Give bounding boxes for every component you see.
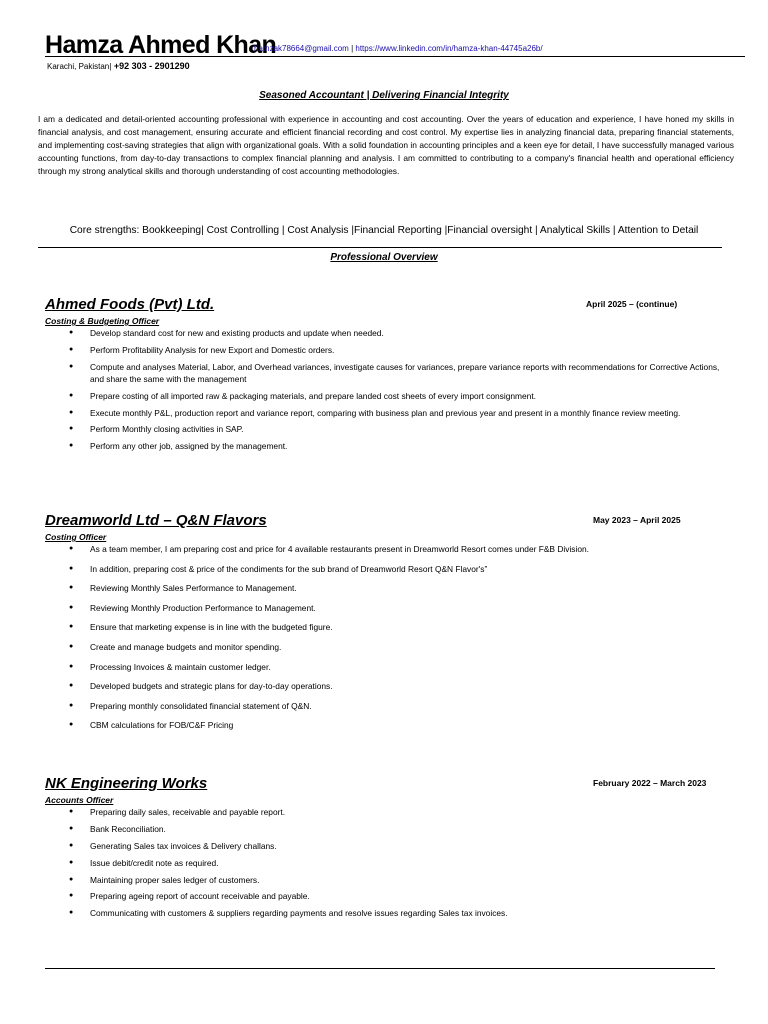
duty-item: ● Bank Reconciliation. [45,823,725,835]
company-name: Ahmed Foods (Pvt) Ltd. [45,296,215,313]
strengths-divider [38,247,722,248]
contact-separator: | [348,44,356,53]
duty-item: ● Reviewing Monthly Sales Performance to Management. [45,582,725,594]
location: Karachi, Pakistan| [47,62,112,71]
duty-item: ● CBM calculations for FOB/C&F Pricing [45,719,725,731]
duty-item: ● Perform Profitability Analysis for new Export and Domestic orders. [45,344,725,356]
job-entry [45,295,725,457]
linkedin-link[interactable]: https://www.linkedin.com/in/hamza-khan-44745a26b/ [355,44,543,53]
duty-item: ● Reviewing Monthly Production Performance to Management. [45,602,725,614]
duty-item: ● Preparing daily sales, receivable and payable report. [45,806,725,818]
company-name: NK Engineering Works [45,775,208,792]
duty-list [45,543,725,731]
duty-item: ● Developed budgets and strategic plans for day-to-day operations. [45,680,725,692]
phone-number: +92 303 - 2901290 [111,61,190,71]
core-strengths: Core strengths: Bookkeeping| Cost Controlling | Cost Analysis |Financial Reporting |Financial oversight | Analytical Skills | Attention to Detail [69,225,699,236]
duty-list [45,806,725,919]
location-line [47,61,190,71]
duty-item: ● Compute and analyses Material, Labor, and Overhead variances, investigate causes for variances, prepare variance reports with recommendations for Corrective Actions, and share the same with the management [45,361,725,385]
duty-item: ● Create and manage budgets and monitor spending. [45,641,725,653]
duty-list [45,327,725,452]
professional-tagline: Seasoned Accountant | Delivering Financial Integrity [259,90,509,101]
duty-item: ● In addition, preparing cost & price of the condiments for the sub brand of Dreamworld Resort Q&N Flavor's” [45,563,725,575]
job-title: Costing Officer [45,532,107,542]
duty-item: ● Develop standard cost for new and existing products and update when needed. [45,327,725,339]
duty-item: ● Preparing ageing report of account receivable and payable. [45,890,725,902]
job-entry [45,511,725,739]
job-dates: April 2025 – (continue) [586,299,678,309]
job-dates: May 2023 – April 2025 [593,515,681,525]
duty-item: ● Preparing monthly consolidated financial statement of Q&N. [45,700,725,712]
duty-item: ● Perform any other job, assigned by the management. [45,440,725,452]
header-divider [45,56,745,57]
company-name: Dreamworld Ltd – Q&N Flavors [45,512,267,529]
job-title: Costing & Budgeting Officer [45,316,160,326]
job-title: Accounts Officer [45,795,114,805]
job-dates: February 2022 – March 2023 [593,778,707,788]
duty-item: ● Execute monthly P&L, production report and variance report, comparing with business plan and previous year and present in a monthly finance review meeting. [45,407,725,419]
duty-item: ● As a team member, I am preparing cost and price for 4 available restaurants present in Dreamworld Resort comes under F&B Division. [45,543,725,555]
duty-item: ● Communicating with customers & suppliers regarding payments and resolve issues regarding Sales tax invoices. [45,907,725,919]
footer-divider [45,968,715,969]
duty-item: ● Issue debit/credit note as required. [45,857,725,869]
duty-item: ● Ensure that marketing expense is in line with the budgeted figure. [45,621,725,633]
section-heading-professional-overview: Professional Overview [330,252,438,263]
contact-line [254,44,543,53]
duty-item: ● Generating Sales tax invoices & Delivery challans. [45,840,725,852]
job-entry [45,774,725,924]
duty-item: ● Processing Invoices & maintain customer ledger. [45,661,725,673]
email-link[interactable]: hamzak78664@gmail.com [254,44,349,53]
profile-summary: I am a dedicated and detail-oriented accounting professional with experience in accounting and cost accounting. Over the years of education and experience, I have honed my skills in financial analysis, and cost management, ensuring accurate and efficient financial recording and cost control. My expertise lies in analyzing financial data, preparing financial statements, and implementing cost-saving strategies that align with organizational goals. With a solid foundation in accounting principles and a keen eye for detail, I have successfully managed various accounting functions, from day-to-day transactions to complex financial planning and analysis. I am committed to contributing to a company's financial health and operational efficiency through my strong analytical skills and thorough understanding of cost accounting methodologies. [38,114,734,176]
duty-item: ● Perform Monthly closing activities in SAP. [45,423,725,435]
duty-item: ● Maintaining proper sales ledger of customers. [45,874,725,886]
candidate-name: Hamza Ahmed Khan [45,31,277,59]
duty-item: ● Prepare costing of all imported raw & packaging materials, and prepare landed cost sheets of every import consignment. [45,390,725,402]
